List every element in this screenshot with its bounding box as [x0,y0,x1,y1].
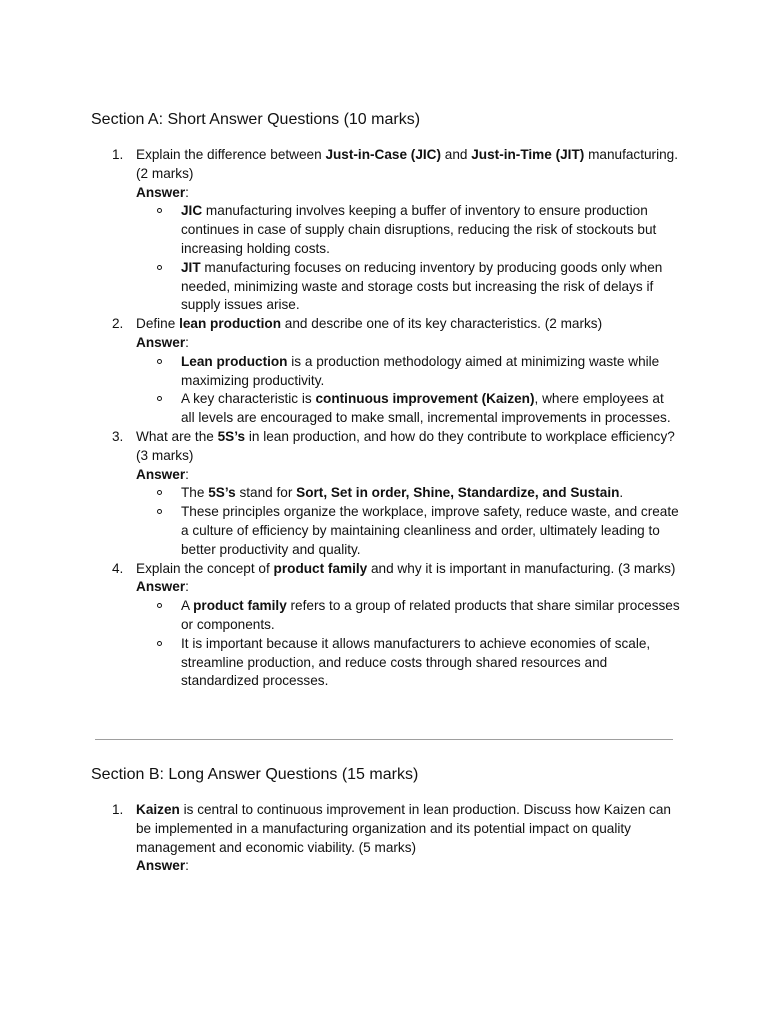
bold-text-run: lean production [179,316,282,332]
hollow-circle-bullet-icon [157,603,162,608]
question-number: 3. [112,428,124,444]
answer-label: Answer: [136,858,189,874]
bold-text-run: Just-in-Time (JIT) [471,147,585,162]
bold-text-run: product family [193,598,287,614]
text-run: stand for [235,485,297,501]
answer-label-text: Answer [136,579,186,595]
text-run: in lean production, and how do they contribute to workplace efficiency? (3 marks) [136,428,675,463]
text-run: is central to continuous improvement in lean production. Discuss how Kaizen can be implemented in a manufacturing organization and its potential impact on quality management and economic viability. (5 marks) [136,802,671,855]
text-run: and describe one of its key characteristics. (2 marks) [281,316,603,332]
answer-list [136,597,682,691]
text-run: manufacturing focuses on reducing inventory by producing goods only when needed, minimizing waste and storage costs but increasing the risk of delays if supply issues arise. [181,259,663,313]
text-run: The [181,485,209,501]
bold-text-run: JIT [181,259,201,275]
question-item [0,560,682,692]
question-number: 1. [112,147,124,162]
hollow-circle-bullet-icon [157,265,162,270]
question-item [0,801,682,876]
answer-bullet [136,259,681,315]
answer-label: Answer: [136,579,189,595]
hollow-circle-bullet-icon [157,208,162,213]
question-text [136,428,682,466]
answer-bullet [136,202,681,258]
section-b-question-list [0,801,682,876]
answer-label: Answer: [136,334,189,350]
text-run: A [181,598,194,614]
text-run: refers to a group of related products that share similar processes or components. [181,598,680,632]
text-run: Define [136,316,180,332]
text-run: . [619,485,624,501]
text-run: manufacturing involves keeping a buffer of inventory to ensure production continues in case of supply chain disruptions, reducing the risk of stockouts but increasing holding costs. [181,203,657,256]
answer-bullet [136,597,681,635]
answer-list [136,484,682,559]
answer-bullet [136,635,681,691]
question-number: 4. [112,560,124,576]
hollow-circle-bullet-icon [157,359,162,364]
bold-text-run: product family [273,560,368,576]
hollow-circle-bullet-icon [157,490,162,495]
hollow-circle-bullet-icon [157,641,162,646]
question-item [0,146,682,315]
text-run: is a production methodology aimed at minimizing waste while maximizing productivity. [181,353,660,388]
question-item [0,428,682,560]
text-run: manufacturing. (2 marks) [136,147,678,181]
section-a-heading: Section A: Short Answer Questions (10 marks) [91,111,421,128]
question-number: 2. [112,316,124,332]
section-divider [95,739,673,740]
text-run: These principles organize the workplace, improve safety, reduce waste, and create a culture of efficiency by maintaining cleanliness and order, ultimately leading to better productivity and quality. [181,504,679,557]
text-run: and [441,147,472,162]
bold-text-run: 5S’s [217,428,246,444]
answer-label-text: Answer [136,858,186,874]
bold-text-run: continuous improvement (Kaizen) [315,391,535,407]
hollow-circle-bullet-icon [157,396,162,401]
text-run: What are the [136,428,218,444]
question-text [136,801,682,857]
question-text [136,315,682,334]
question-text [136,146,682,184]
bold-text-run: 5S’s [208,485,236,501]
text-run: and why it is important in manufacturing. (3 marks) [367,560,676,576]
answer-bullet [136,390,681,428]
text-run: Explain the concept of [136,560,274,576]
question-number: 1. [112,802,124,817]
answer-label-text: Answer [136,466,186,482]
answer-bullet [136,484,681,503]
section-b-heading: Section B: Long Answer Questions (15 marks) [91,766,419,783]
bold-text-run: Kaizen [136,802,180,817]
bold-text-run: Sort, Set in order, Shine, Standardize, and Sustain [296,485,620,501]
answer-label-text: Answer [136,184,186,200]
hollow-circle-bullet-icon [157,509,162,514]
section-a-question-list [0,146,682,691]
bold-text-run: JIC [181,203,203,219]
answer-list [136,202,682,315]
answer-label: Answer: [136,184,189,200]
text-run: , where employees at all levels are encouraged to make small, incremental improvements in processes. [181,391,671,426]
text-run: Explain the difference between [136,147,326,162]
answer-bullet [136,503,681,559]
question-item [0,315,682,428]
answer-label-text: Answer [136,334,186,350]
answer-bullet [136,353,681,391]
bold-text-run: Lean production [181,353,288,369]
text-run: A key characteristic is [181,391,316,407]
answer-list [136,353,682,428]
bold-text-run: Just-in-Case (JIC) [325,147,442,162]
answer-label: Answer: [136,466,189,482]
question-text [136,560,682,579]
text-run: It is important because it allows manufacturers to achieve economies of scale, streamline production, and reduce costs through shared resources and standardized processes. [181,635,651,689]
